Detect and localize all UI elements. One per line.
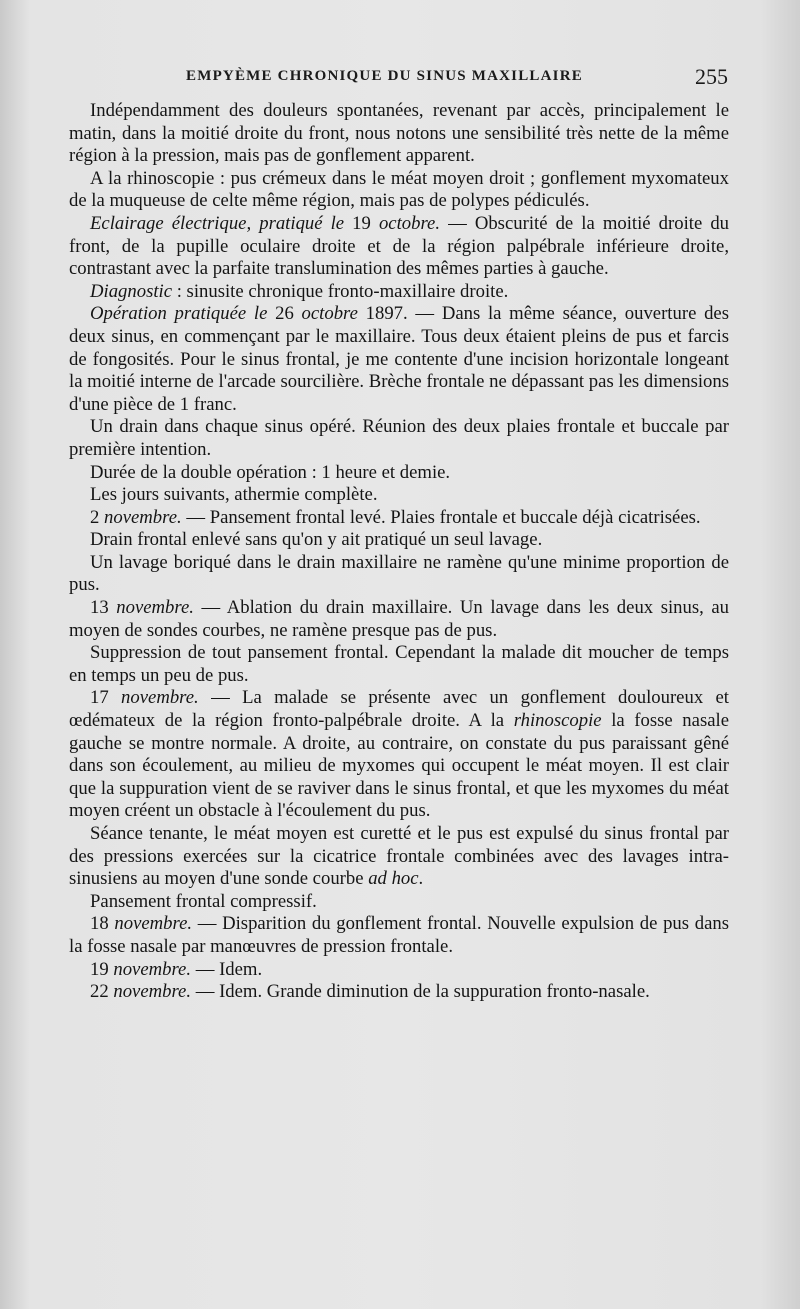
paragraph-text: — Obscurité de la moitié droite du front, de la pupille oculaire droite et de la région palpébrale inférieure droite, contrastant avec la parfaite translumination des mêmes parties à gauche. bbox=[69, 212, 730, 280]
italic-text: octobre. bbox=[378, 212, 441, 234]
paragraph-text: 17 bbox=[90, 687, 122, 709]
paragraph bbox=[69, 642, 729, 687]
paragraph bbox=[69, 507, 729, 530]
paragraph bbox=[69, 891, 729, 914]
page-header bbox=[186, 66, 740, 92]
paragraph bbox=[69, 597, 729, 642]
paragraph-text: — Idem. bbox=[191, 958, 263, 980]
paragraph bbox=[69, 913, 729, 958]
italic-text: novembre. bbox=[104, 506, 182, 528]
paragraph-text: 13 bbox=[90, 597, 117, 619]
paragraph-text: Indépendamment des douleurs spontanées, revenant par accès, principalement le matin, dans la moitié droite du front, nous notons une sensibilité très nette de la même région à la pression, mais pas de gonflement apparent. bbox=[69, 100, 729, 167]
paragraph bbox=[69, 168, 729, 213]
paragraph-text: 22 bbox=[90, 981, 114, 1003]
paragraph-text: 2 bbox=[90, 506, 105, 528]
paragraph-text: Les jours suivants, athermie complète. bbox=[90, 484, 378, 506]
paragraph-text: 1897. — Dans la même séance, ouverture des deux sinus, en commençant par le maxillaire. Tous deux étaient pleins de pus et farcis de fongosités. Pour le sinus frontal, je me contente d'une incision horizontale longeant la moitié interne de l'arcade sourcilière. Brèche frontale ne dépassant pas les dimensions d'une pièce de 1 franc. bbox=[69, 303, 729, 415]
paragraph-text: — La malade se présente avec un gonflement douloureux et œdémateux de la région fronto-palpébrale droite. A la bbox=[69, 687, 729, 732]
paragraph-text: Pansement frontal compressif. bbox=[90, 890, 317, 912]
paragraph-text: — Disparition du gonflement frontal. Nouvelle expulsion de pus dans la fosse nasale par manœuvres de pression frontale. bbox=[69, 913, 729, 957]
paragraph-text: Suppression de tout pansement frontal. Cependant la malade dit moucher de temps en temps un peu de pus. bbox=[69, 642, 729, 686]
paragraph bbox=[69, 529, 729, 552]
paragraph-text: Séance tenante, le méat moyen est curetté et le pus est expulsé du sinus frontal par des pressions exercées sur la cicatrice frontale combinées avec des lavages intra-sinusiens au moyen d'une sonde courbe bbox=[69, 823, 729, 890]
paragraph-text: A la rhinoscopie : pus crémeux dans le méat moyen droit ; gonflement myxomateux de la muqueuse de celte même région, mais pas de polypes pédiculés. bbox=[69, 167, 729, 212]
paragraph-text: 18 bbox=[90, 913, 115, 935]
italic-text: octobre bbox=[301, 303, 358, 325]
paragraph-text: 19 bbox=[90, 958, 114, 980]
paragraph bbox=[69, 552, 729, 597]
paragraph bbox=[69, 687, 729, 823]
paragraph bbox=[69, 484, 729, 507]
paragraph-text: — Idem. Grande diminution de la suppuration fronto-nasale. bbox=[191, 981, 650, 1003]
paragraph bbox=[69, 100, 729, 168]
paragraph bbox=[69, 981, 729, 1004]
italic-text: novembre. bbox=[121, 687, 199, 709]
running-title: EMPYÈME CHRONIQUE DU SINUS MAXILLAIRE bbox=[186, 68, 583, 84]
paragraph bbox=[69, 281, 729, 304]
paragraph-text: : sinusite chronique fronto-maxillaire droite. bbox=[172, 280, 509, 302]
paragraph bbox=[69, 303, 729, 416]
italic-text: novembre. bbox=[113, 981, 192, 1003]
paragraph bbox=[69, 959, 729, 982]
italic-text: novembre. bbox=[114, 913, 193, 935]
italic-text: novembre. bbox=[116, 597, 194, 619]
paragraph-text: 19 bbox=[344, 212, 379, 234]
italic-text: Diagnostic bbox=[90, 280, 173, 302]
paragraph-text: 26 bbox=[267, 303, 302, 325]
paragraph-text: . bbox=[418, 868, 424, 890]
paragraph bbox=[69, 823, 729, 891]
italic-text: rhinoscopie bbox=[513, 710, 602, 732]
paragraph-text: — Pansement frontal levé. Plaies frontale et buccale déjà cicatrisées. bbox=[181, 506, 701, 528]
paragraph bbox=[69, 462, 729, 485]
italic-text: Eclairage électrique, pratiqué le bbox=[90, 212, 345, 234]
page-number: 255 bbox=[695, 64, 728, 89]
paragraph-text: — Ablation du drain maxillaire. Un lavage dans les deux sinus, au moyen de sondes courbes, ne ramène presque pas de pus. bbox=[69, 597, 729, 641]
paragraph bbox=[69, 416, 729, 461]
italic-text: ad hoc bbox=[368, 868, 419, 890]
body-text bbox=[69, 100, 729, 1004]
paragraph-text: Durée de la double opération : 1 heure et demie. bbox=[90, 461, 451, 483]
paragraph-text: Drain frontal enlevé sans qu'on y ait pratiqué un seul lavage. bbox=[90, 529, 543, 551]
paragraph bbox=[69, 213, 729, 281]
italic-text: novembre. bbox=[113, 958, 192, 980]
paragraph-text: Un drain dans chaque sinus opéré. Réunion des deux plaies frontale et buccale par première intention. bbox=[69, 416, 729, 460]
paragraph-text: Un lavage boriqué dans le drain maxillaire ne ramène qu'une minime proportion de pus. bbox=[69, 551, 729, 596]
paragraph-text: la fosse nasale gauche se montre normale. A droite, au contraire, on constate du pus paraissant gêné dans son écoulement, au milieu de myxomes qui occupent le méat moyen. Il est clair que la suppuration vient de se raviver dans le sinus frontal, et que les myxomes du méat moyen créent un obstacle à l'écoulement du pus. bbox=[69, 710, 729, 822]
italic-text: Opération pratiquée le bbox=[90, 303, 268, 325]
